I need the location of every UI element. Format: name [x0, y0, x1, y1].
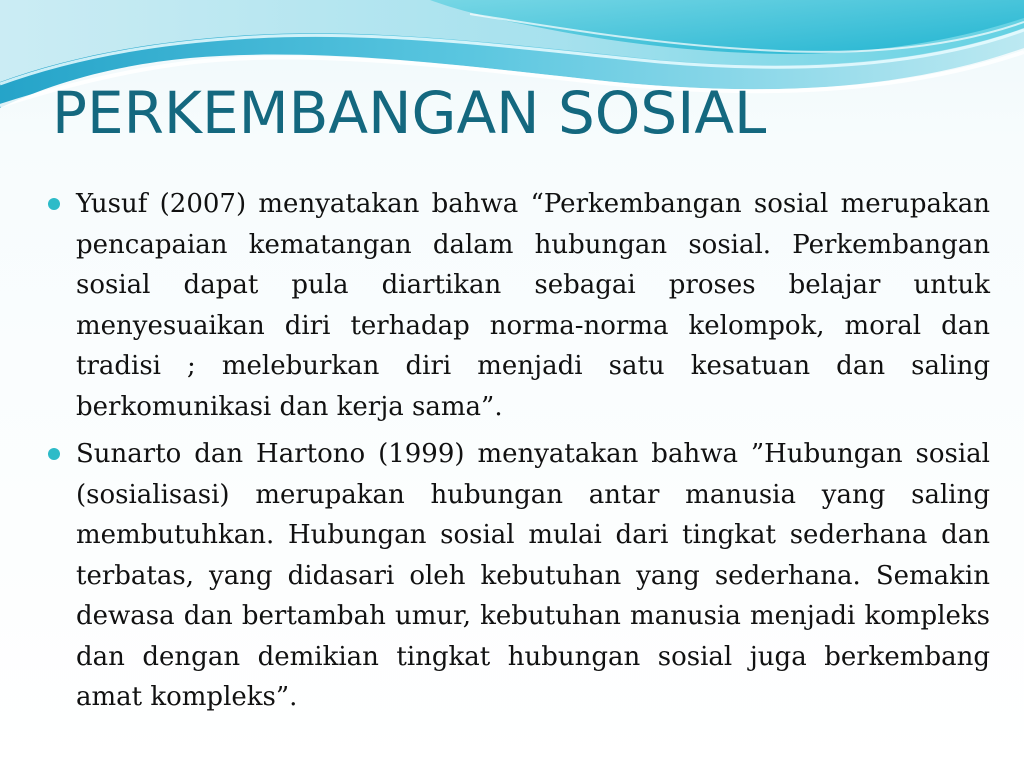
bullet-icon [48, 198, 60, 210]
bullet-item-2 [40, 434, 990, 718]
slide-title: PERKEMBANGAN SOSIAL [52, 79, 767, 147]
bullet-list [40, 184, 990, 725]
bullet-item-1 [40, 184, 990, 427]
bullet-text-1: Yusuf (2007) menyatakan bahwa “Perkembangan sosial merupakan pencapaian kematangan dalam hubungan sosial. Perkembangan sosial dapat pula diartikan sebagai proses belajar untuk menyesuaikan diri terhadap norma-norma kelompok, moral dan tradisi ; meleburkan diri menjadi satu kesatuan dan saling berkomunikasi dan kerja sama”. [76, 189, 990, 422]
bullet-text-2: Sunarto dan Hartono (1999) menyatakan bahwa ”Hubungan sosial (sosialisasi) merupakan hubungan antar manusia yang saling membutuhkan. Hubungan sosial mulai dari tingkat sederhana dan terbatas, yang didasari oleh kebutuhan yang sederhana. Semakin dewasa dan bertambah umur, kebutuhan manusia menjadi kompleks dan dengan demikian tingkat hubungan sosial juga berkembang amat kompleks”. [76, 439, 990, 712]
bullet-icon [48, 448, 60, 460]
